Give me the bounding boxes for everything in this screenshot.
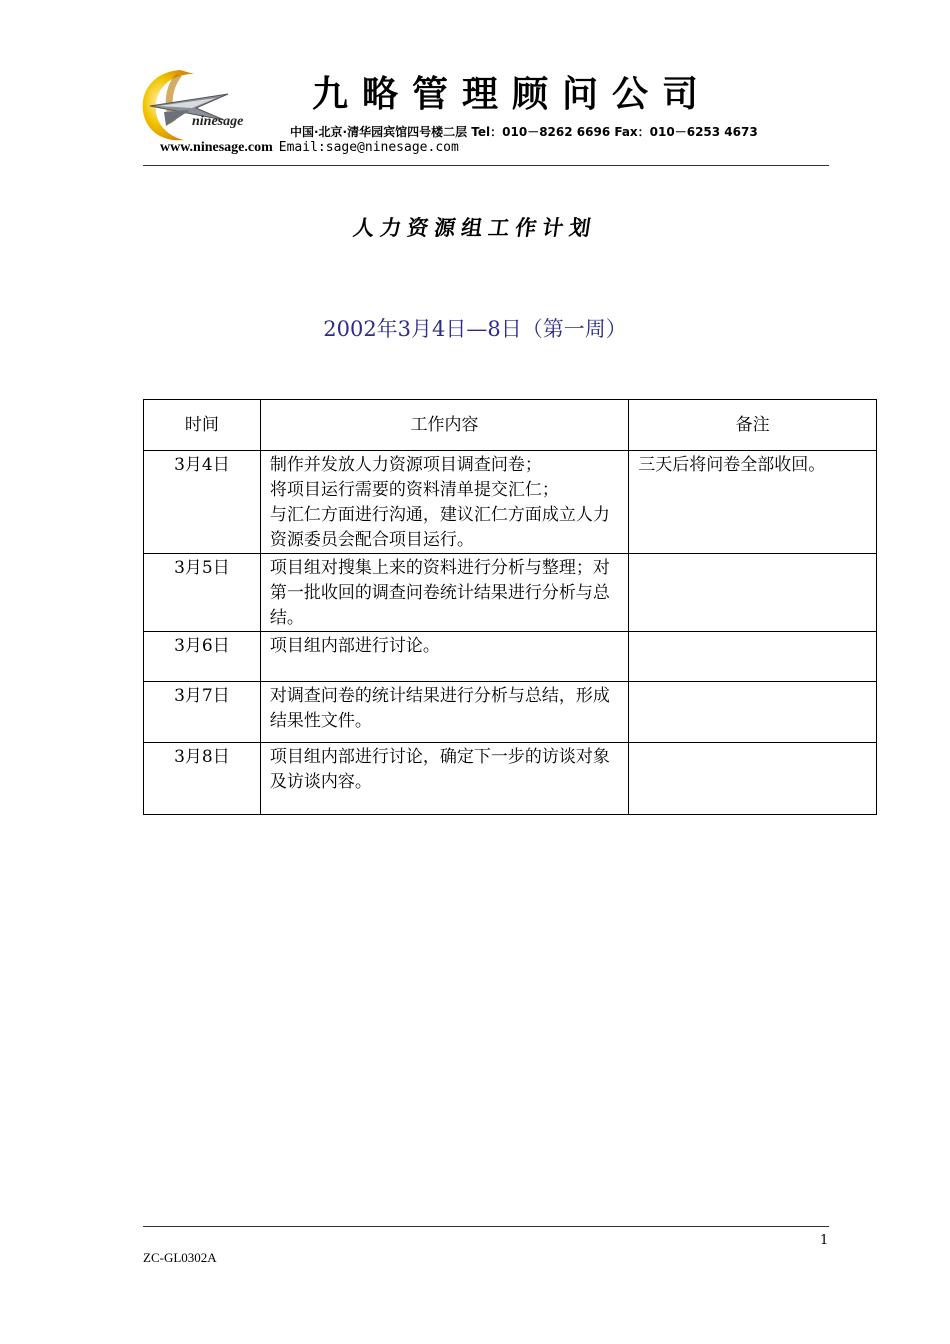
table-row [144, 451, 877, 554]
header-note: 备注 [629, 400, 877, 451]
table-row [144, 554, 877, 632]
company-address: 中国·北京·清华园宾馆四号楼二层 Tel：010－8262 6696 Fax：010－6253 4673 [290, 125, 758, 139]
row-date: 3月6日 [144, 632, 261, 682]
page-number: 1 [820, 1233, 829, 1248]
row-work: 制作并发放人力资源项目调查问卷； 将项目运行需要的资料清单提交汇仁； 与汇仁方面进行沟通，建议汇仁方面成立人力资源委员会配合项目运行。 [260, 451, 628, 554]
row-note [629, 554, 877, 632]
header-time: 时间 [144, 400, 261, 451]
row-work: 项目组内部进行讨论，确定下一步的访谈对象及访谈内容。 [260, 743, 628, 815]
header-divider [143, 165, 829, 166]
row-date: 3月7日 [144, 682, 261, 743]
table-row [144, 743, 877, 815]
row-note [629, 632, 877, 682]
table-row [144, 682, 877, 743]
header-work: 工作内容 [260, 400, 628, 451]
row-note: 三天后将问卷全部收回。 [629, 451, 877, 554]
row-note [629, 743, 877, 815]
table-row [144, 632, 877, 682]
work-plan-table [143, 399, 877, 815]
row-work: 项目组对搜集上来的资料进行分析与整理；对第一批收回的调查问卷统计结果进行分析与总结。 [260, 554, 628, 632]
document-subtitle: 2002年3月4日—8日（第一周） [323, 317, 627, 341]
row-work: 项目组内部进行讨论。 [260, 632, 628, 682]
document-code: ZC-GL0302A [143, 1250, 217, 1265]
row-work: 对调查问卷的统计结果进行分析与总结，形成结果性文件。 [260, 682, 628, 743]
email-link[interactable]: Email:sage@ninesage.com [278, 140, 459, 155]
ninesage-logo [136, 64, 266, 146]
row-date: 3月4日 [144, 451, 261, 554]
table-header-row [144, 400, 877, 451]
company-name: 九略管理顾问公司 [312, 74, 713, 115]
website-link[interactable]: www.ninesage.com [160, 140, 273, 155]
logo-wordmark: ninesage [192, 114, 244, 129]
document-title: 人力资源组工作计划 [351, 216, 599, 240]
contact-line [160, 140, 459, 156]
row-note [629, 682, 877, 743]
row-date: 3月5日 [144, 554, 261, 632]
footer-divider [143, 1226, 829, 1227]
row-date: 3月8日 [144, 743, 261, 815]
